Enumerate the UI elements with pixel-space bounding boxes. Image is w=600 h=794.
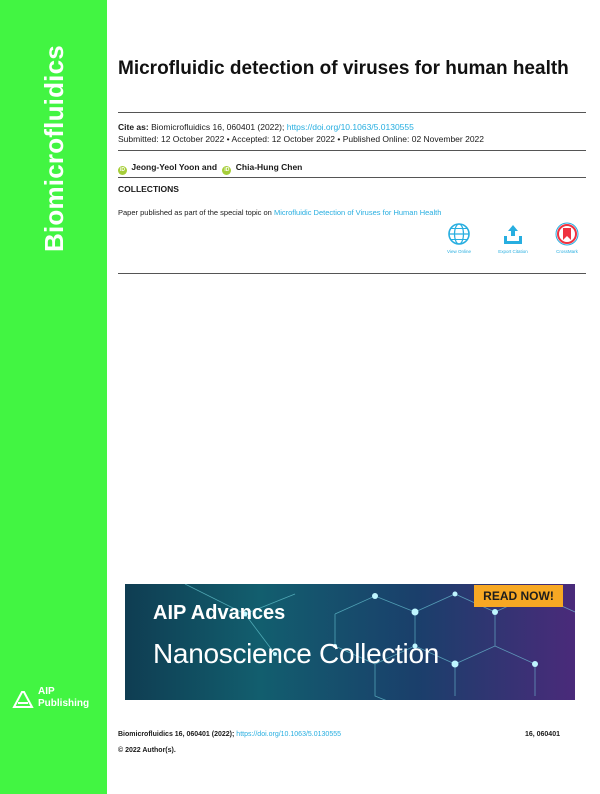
dates-line: Submitted: 12 October 2022 • Accepted: 12 October 2022 • Published Online: 02 November 2022 bbox=[118, 134, 485, 144]
publisher-name-line1: AIP bbox=[38, 686, 55, 697]
author-divider bbox=[118, 177, 586, 178]
author-conjunction: and bbox=[201, 162, 218, 172]
footer-doi-link[interactable]: https://doi.org/10.1063/5.0130555 bbox=[236, 731, 341, 738]
footer-citation-text: Biomicrofluidics 16, 060401 (2022); bbox=[118, 731, 235, 738]
title-divider bbox=[118, 112, 586, 113]
export-icon bbox=[501, 222, 525, 246]
footer-citation bbox=[118, 730, 341, 740]
doi-link[interactable]: https://doi.org/10.1063/5.0130555 bbox=[286, 122, 414, 132]
view-online-button[interactable] bbox=[439, 222, 479, 254]
orcid-icon[interactable]: iD bbox=[120, 167, 125, 173]
author-line bbox=[118, 161, 302, 175]
header-bottom-divider bbox=[118, 273, 586, 274]
export-citation-button[interactable] bbox=[493, 222, 533, 254]
publisher-name-line2: Publishing bbox=[38, 698, 90, 709]
globe-icon bbox=[447, 222, 471, 246]
collections-heading: COLLECTIONS bbox=[118, 184, 179, 194]
article-title: Microfluidic detection of viruses for human health bbox=[118, 58, 569, 79]
export-citation-label: Export Citation bbox=[498, 249, 528, 254]
banner-collection: Nanoscience Collection bbox=[153, 638, 440, 669]
crossmark-button[interactable] bbox=[547, 222, 587, 254]
cite-label: Cite as: bbox=[118, 122, 149, 132]
author-link-1[interactable]: Jeong-Yeol Yoon bbox=[131, 162, 200, 172]
collections-text: Paper published as part of the special topic on bbox=[118, 208, 272, 217]
collection-link[interactable]: Microfluidic Detection of Viruses for Human Health bbox=[273, 208, 442, 217]
journal-sidebar bbox=[0, 0, 107, 794]
journal-name: Biomicrofluidics bbox=[39, 45, 69, 252]
meta-divider bbox=[118, 150, 586, 151]
citation-line bbox=[118, 121, 414, 133]
aip-logo-icon bbox=[12, 689, 34, 709]
publisher-logo[interactable] bbox=[12, 686, 104, 712]
crossmark-label: CrossMark bbox=[556, 249, 578, 254]
collections-line bbox=[118, 207, 441, 219]
view-online-label: View Online bbox=[447, 249, 471, 254]
read-now-button[interactable]: READ NOW! bbox=[474, 585, 563, 607]
author-link-2[interactable]: Chia-Hung Chen bbox=[235, 162, 303, 172]
footer-page-id: 16, 060401 bbox=[524, 731, 560, 738]
cite-text: Biomicrofluidics 16, 060401 (2022); bbox=[151, 122, 285, 132]
orcid-icon[interactable]: iD bbox=[224, 167, 230, 173]
advertisement-banner[interactable] bbox=[125, 584, 575, 700]
footer-copyright: © 2022 Author(s). bbox=[118, 747, 176, 754]
crossmark-icon bbox=[555, 222, 579, 246]
banner-journal: AIP Advances bbox=[153, 602, 286, 624]
